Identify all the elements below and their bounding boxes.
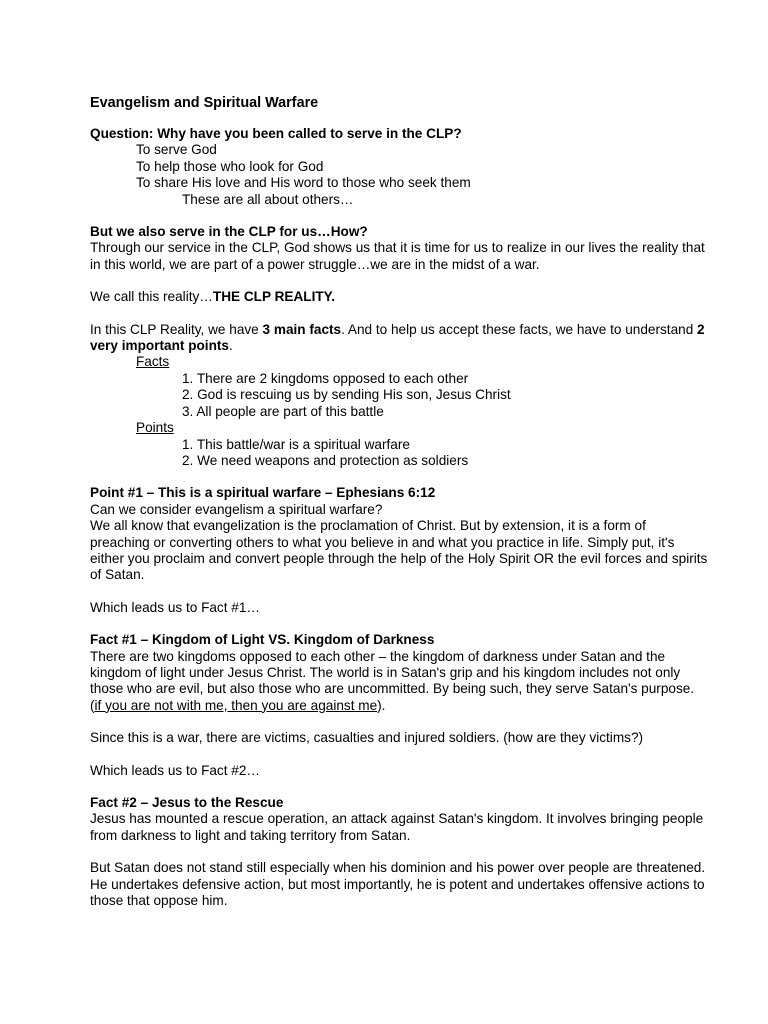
point-item: 1. This battle/war is a spiritual warfare: [182, 436, 410, 452]
fact2-body: Jesus has mounted a rescue operation, an attack against Satan's kingdom. It involves bringing people from darkness to light and taking territory from Satan.: [90, 811, 704, 843]
fact-item: 3. All people are part of this battle: [182, 403, 384, 419]
facts-intro-bold: 3 main facts: [262, 321, 342, 337]
question-note: These are all about others…: [182, 191, 354, 207]
fact1-body-text: There are two kingdoms opposed to each other – the kingdom of darkness under Satan and the kingdom of light under Jesus Christ. The world is in Satan's grip and his kingdom includes not only those who are evil, but also those who are uncommitted. By being such, they serve Satan's purpose. (: [90, 648, 695, 713]
fact1-body: [90, 649, 708, 715]
points-label-line: [90, 420, 708, 436]
fact2-body2: But Satan does not stand still especially when his dominion and his power over people are threatened. He undertakes defensive action, but most importantly, he is potent and undertakes offensive actions to those that oppose him.: [90, 860, 706, 909]
facts-label-line: [90, 354, 708, 370]
answer-item: To serve God: [136, 142, 217, 158]
fact2-heading: Fact #2 – Jesus to the Rescue: [90, 795, 284, 810]
fact-item: 2. God is rescuing us by sending His son, Jesus Christ: [182, 387, 511, 403]
reality-prefix: We call this reality…: [90, 289, 213, 305]
reality-line: [90, 289, 708, 305]
fact1-victims: Since this is a war, there are victims, casualties and injured soldiers. (how are they victims?): [90, 730, 644, 746]
facts-label: Facts: [136, 354, 170, 370]
facts-intro-text: .: [228, 338, 233, 354]
document-title: Evangelism and Spiritual Warfare: [90, 95, 319, 111]
fact1-underlined: if you are not with me, then you are against me: [94, 697, 378, 713]
points-label: Points: [136, 420, 174, 436]
fact1-body-end: ).: [377, 697, 386, 713]
for-us-body: Through our service in the CLP, God shows us that it is time for us to realize in our lives the reality that in this world, we are part of a power struggle…we are in the midst of a war.: [90, 240, 705, 272]
point1-lead: Which leads us to Fact #1…: [90, 599, 260, 615]
for-us-heading: But we also serve in the CLP for us…How?: [90, 224, 368, 240]
point1-body: We all know that evangelization is the proclamation of Christ. But by extension, it is a form of preaching or converting others to what you believe in and what you practice in life. Simply put, it's either you proclaim and convert people through the help of the Holy Spirit OR the evil forces and spirits of Satan.: [90, 518, 708, 583]
fact-item: 1. There are 2 kingdoms opposed to each other: [182, 370, 469, 386]
answer-item: To help those who look for God: [136, 158, 324, 174]
facts-intro-bold: 2 very important points: [90, 321, 705, 354]
fact1-heading: Fact #1 – Kingdom of Light VS. Kingdom of Darkness: [90, 632, 435, 648]
answer-item: To share His love and His word to those who seek them: [136, 175, 471, 191]
fact1-lead: Which leads us to Fact #2…: [90, 762, 260, 778]
reality-bold: THE CLP REALITY.: [212, 289, 335, 305]
facts-intro-text: . And to help us accept these facts, we have to understand: [341, 321, 698, 337]
question-heading: Question: Why have you been called to serve in the CLP?: [90, 126, 462, 141]
point1-question: Can we consider evangelism a spiritual warfare?: [90, 501, 383, 517]
facts-intro: [90, 322, 708, 355]
point1-heading: Point #1 – This is a spiritual warfare – Ephesians 6:12: [90, 485, 436, 501]
point-item: 2. We need weapons and protection as soldiers: [182, 452, 469, 468]
facts-intro-text: In this CLP Reality, we have: [90, 321, 263, 337]
